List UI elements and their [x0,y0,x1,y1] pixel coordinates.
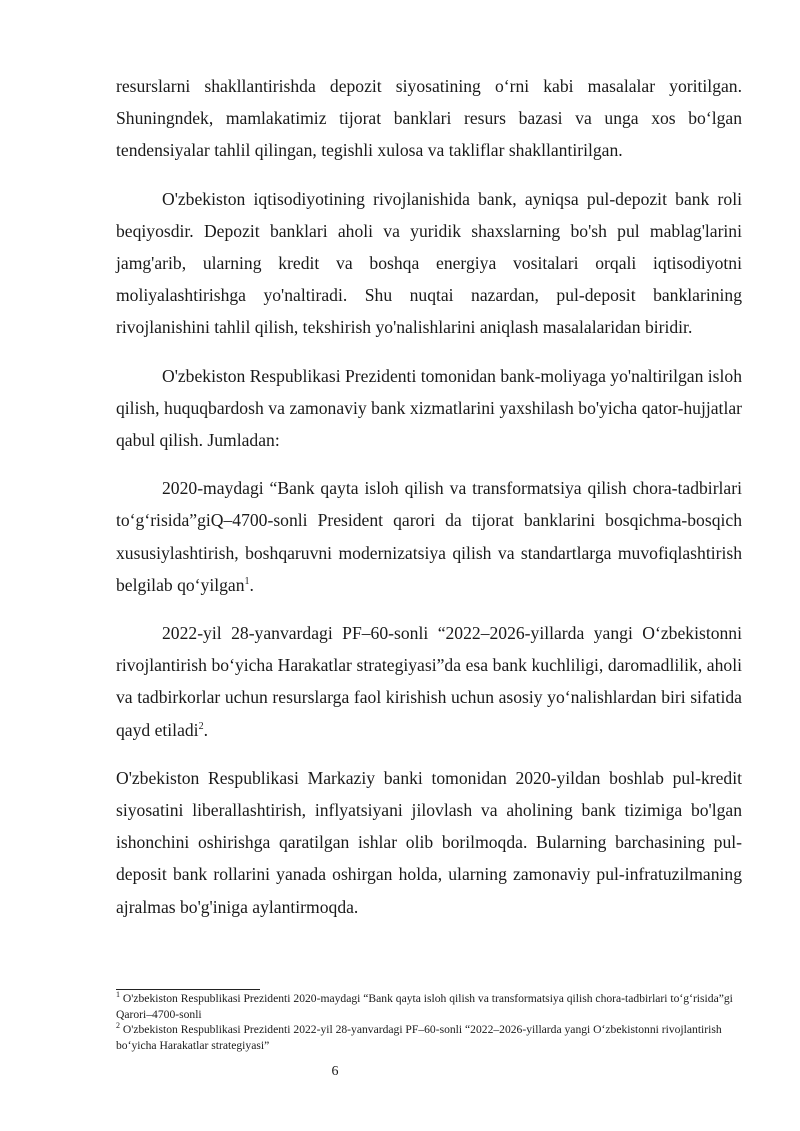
footnote-2-text: O'zbekiston Respublikasi Prezidenti 2022-yil 28-yanvardagi PF–60-sonli “2022–2026-yillarda yangi O‘zbekistonni rivojlantirish bo‘yicha Harakatlar strategiyasi” [116,1023,722,1052]
paragraph-2: O'zbekiston iqtisodiyotining rivojlanishida bank, ayniqsa pul-depozit bank roli beqiyosdir. Depozit banklari aholi va yuridik shaxslarning bo'sh pul mablag'larini jamg'arib, ularning kredit va boshqa energiya vositalari orqali iqtisodiyotni moliyalashtirishga yo'naltiradi. Shu nuqtai nazardan, pul-deposit banklarining rivojlanishini tahlil qilish, tekshirish yo'nalishlarini aniqlash masalalaridan biridir. [116,188,742,338]
footnote-ref-1[interactable]: 1 [244,575,250,587]
paragraph-5-text: 2022-yil 28-yanvardagi PF–60-sonli “2022–2026-yillarda yangi O‘zbekistonni rivojlantirish bo‘yicha Harakatlar strategiyasi”da esa bank kuchliligi, daromadlilik, aholi va tadbirkorlar uchun resurslarga faol kirishish uchun asosiy yo‘nalishlardan biri sifatida qayd etiladi [116,623,742,740]
paragraph-5: 2022-yil 28-yanvardagi PF–60-sonli “2022–2026-yillarda yangi O‘zbekistonni rivojlantirish bo‘yicha Harakatlar strategiyasi”da esa bank kuchliligi, daromadlilik, aholi va tadbirkorlar uchun resurslarga faol kirishish uchun asosiy yo‘nalishlardan biri sifatida qayd etiladi$^2$. [116,623,742,740]
footnote-2-number: 2 [116,1021,120,1031]
paragraph-6: O'zbekiston Respublikasi Markaziy banki tomonidan 2020-yildan boshlab pul-kredit siyosatini liberallashtirish, inflyatsiyani jilovlash va aholining bank tizimiga bo'lgan ishonchini oshirishga qaratilgan ishlar olib borilmoqda. Bularning barchasining pul-deposit bank rollarini yanada oshirgan holda, ularning zamonaviy pul-infratuzilmaning ajralmas bo'g'iniga aylantirmoqda. [116,767,742,917]
paragraph-3: O'zbekiston Respublikasi Prezidenti tomonidan bank-moliyaga yo'naltirilgan isloh qilish, huquqbardosh va zamonaviy bank xizmatlarini yaxshilash bo'yicha qator-hujjatlar qabul qilish. Jumladan: [116,365,742,451]
footnote-2 [116,1022,742,1053]
paragraph-4-text: 2020-maydagi “Bank qayta isloh qilish va transformatsiya qilish chora-tadbirlari to‘g‘risida”giQ–4700-sonli President qarori da tijorat banklarini bosqichma-bosqich xususiylashtirish, boshqaruvni modernizatsiya qilish va standartlarga muvofiqlashtirish belgilab qo‘yilgan [116,478,742,595]
paragraph-4: 2020-maydagi “Bank qayta isloh qilish va transformatsiya qilish chora-tadbirlari to‘g‘risida”giQ–4700-sonli President qarori da tijorat banklarini bosqichma-bosqich xususiylashtirish, boshqaruvni modernizatsiya qilish va standartlarga muvofiqlashtirish belgilab qo‘yilgan$^1$. [116,478,742,595]
footnotes [116,991,742,1053]
footnote-1-number: 1 [116,990,120,1000]
paragraph-1: resurslarni shakllantirishda depozit siyosatining o‘rni kabi masalalar yoritilgan. Shuningndek, mamlakatimiz tijorat banklari resurs bazasi va unga xos bo‘lgan tendensiyalar tahlil qilingan, tegishli xulosa va takliflar shakllantirilgan. [116,76,742,161]
footnote-ref-2[interactable]: 2 [198,720,204,732]
document-body [116,70,742,923]
page-number: 6 [331,1064,339,1079]
footnote-1 [116,991,742,1022]
footnote-separator [116,989,260,990]
footnote-1-text: O'zbekiston Respublikasi Prezidenti 2020-maydagi “Bank qayta isloh qilish va transformatsiya qilish chora-tadbirlari to‘g‘risida”gi Qarori–4700-sonli [116,992,733,1021]
